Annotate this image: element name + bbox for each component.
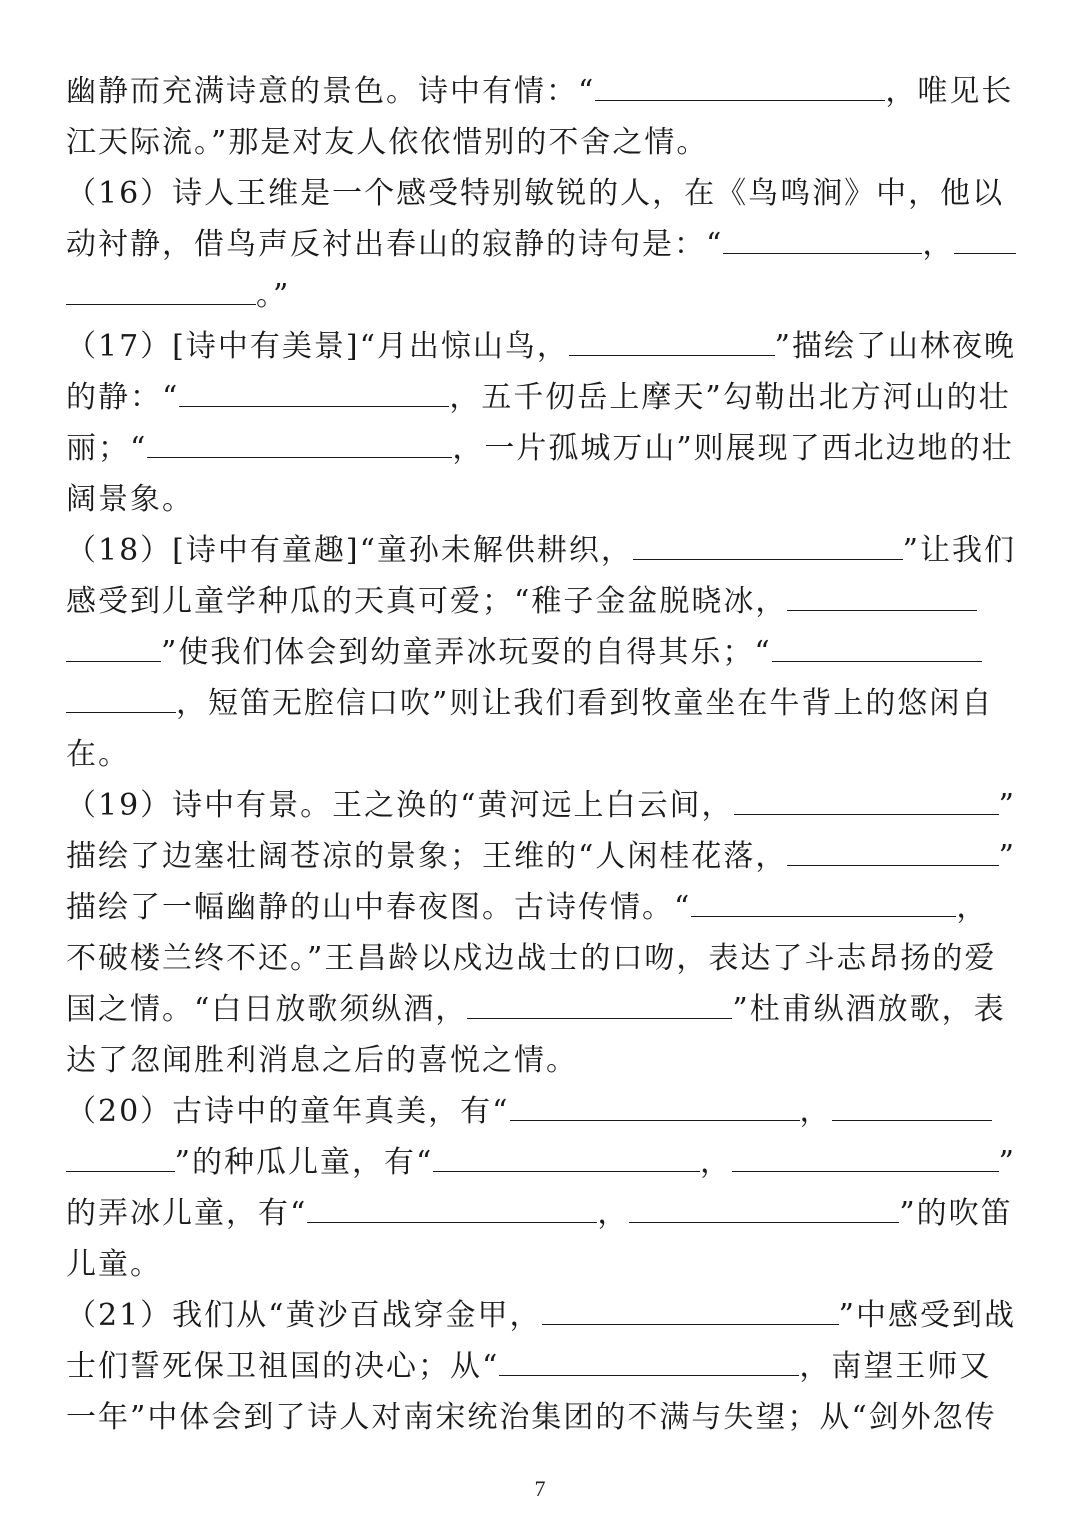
text-line: 江天际流。”那是对友人依依惜别的不舍之情。 xyxy=(66,125,709,160)
text-line: 士们誓死保卫祖国的决心；从“ ，南望王师又 xyxy=(66,1349,992,1384)
text-line: 。” xyxy=(66,270,1016,321)
answer-blank[interactable] xyxy=(832,1120,992,1122)
answer-blank[interactable] xyxy=(772,661,982,663)
answer-blank[interactable] xyxy=(787,865,998,867)
text-line: 幽静而充满诗意的景色。诗中有情：“ ，唯见长 xyxy=(66,74,1014,109)
answer-blank[interactable] xyxy=(66,304,256,306)
text-line: 感受到儿童学种瓜的天真可爱；“稚子金盆脱晓冰， xyxy=(66,576,1016,627)
text-line: 达了忽闻胜利消息之后的喜悦之情。 xyxy=(66,1043,578,1078)
text-line: 描绘了边塞壮阔苍凉的景象；王维的“人闲桂花落， ” xyxy=(66,839,1016,874)
text-line: 儿童。 xyxy=(66,1247,162,1282)
text-line: 丽；“ ，一片孤城万山”则展现了西北边地的壮 xyxy=(66,431,1014,466)
answer-blank[interactable] xyxy=(307,1222,597,1224)
text-line: 不破楼兰终不还。”王昌龄以戍边战士的口吻，表达了斗志昂扬的爱 xyxy=(66,941,997,976)
answer-blank[interactable] xyxy=(954,253,1016,255)
answer-blank[interactable] xyxy=(723,253,922,255)
document-body xyxy=(66,66,1016,1443)
text-line: 国之情。“白日放歌须纵酒， ”杜甫纵酒放歌，表 xyxy=(66,992,1006,1027)
question-20: （20）古诗中的童年真美，有“ ， xyxy=(66,1086,1016,1137)
answer-blank[interactable] xyxy=(633,559,903,561)
question-21: （21）我们从“黄沙百战穿金甲， ”中感受到战 xyxy=(66,1298,1016,1333)
question-18: （18）[诗中有童趣]“童孙未解供耕织， ”让我们 xyxy=(66,533,1016,568)
text-line: 阔景象。 xyxy=(66,482,194,517)
page-number: 7 xyxy=(534,1476,546,1501)
question-16: （16）诗人王维是一个感受特别敏锐的人，在《鸟鸣涧》中，他以 xyxy=(66,176,1005,211)
text-line: ，短笛无腔信口吹”则让我们看到牧童坐在牛背上的悠闲自 xyxy=(66,678,1016,729)
answer-blank[interactable] xyxy=(66,1171,175,1173)
text-line: 描绘了一幅幽静的山中春夜图。古诗传情。“ ， xyxy=(66,890,989,925)
text-line: ”使我们体会到幼童弄冰玩耍的自得其乐；“ xyxy=(66,627,1016,678)
answer-blank[interactable] xyxy=(542,1324,839,1326)
answer-blank[interactable] xyxy=(66,712,176,714)
answer-blank[interactable] xyxy=(691,916,956,918)
question-17: （17）[诗中有美景]“月出惊山鸟， ”描绘了山林夜晚 xyxy=(66,329,1016,364)
answer-blank[interactable] xyxy=(433,1171,700,1173)
answer-blank[interactable] xyxy=(732,1171,999,1173)
answer-blank[interactable] xyxy=(66,661,161,663)
text-line: 一年”中体会到了诗人对南宋统治集团的不满与失望；从“剑外忽传 xyxy=(66,1400,997,1435)
answer-blank[interactable] xyxy=(179,406,449,408)
answer-blank[interactable] xyxy=(499,1375,799,1377)
answer-blank[interactable] xyxy=(787,610,977,612)
text-line: 动衬静，借鸟声反衬出春山的寂静的诗句是：“ ， xyxy=(66,219,1016,270)
answer-blank[interactable] xyxy=(467,1018,732,1020)
text-line: 在。 xyxy=(66,737,130,772)
answer-blank[interactable] xyxy=(629,1222,899,1224)
answer-blank[interactable] xyxy=(569,355,775,357)
answer-blank[interactable] xyxy=(595,100,885,102)
text-line: 的静：“ ，五千仞岳上摩天”勾勒出北方河山的壮 xyxy=(66,380,1011,415)
answer-blank[interactable] xyxy=(510,1120,800,1122)
text-line: ”的种瓜儿童，有“ ， ” xyxy=(66,1137,1016,1188)
question-19: （19）诗中有景。王之涣的“黄河远上白云间， ” xyxy=(66,788,1016,823)
text-line: 的弄冰儿童，有“ ， ”的吹笛 xyxy=(66,1196,1013,1231)
answer-blank[interactable] xyxy=(147,457,452,459)
answer-blank[interactable] xyxy=(734,814,999,816)
